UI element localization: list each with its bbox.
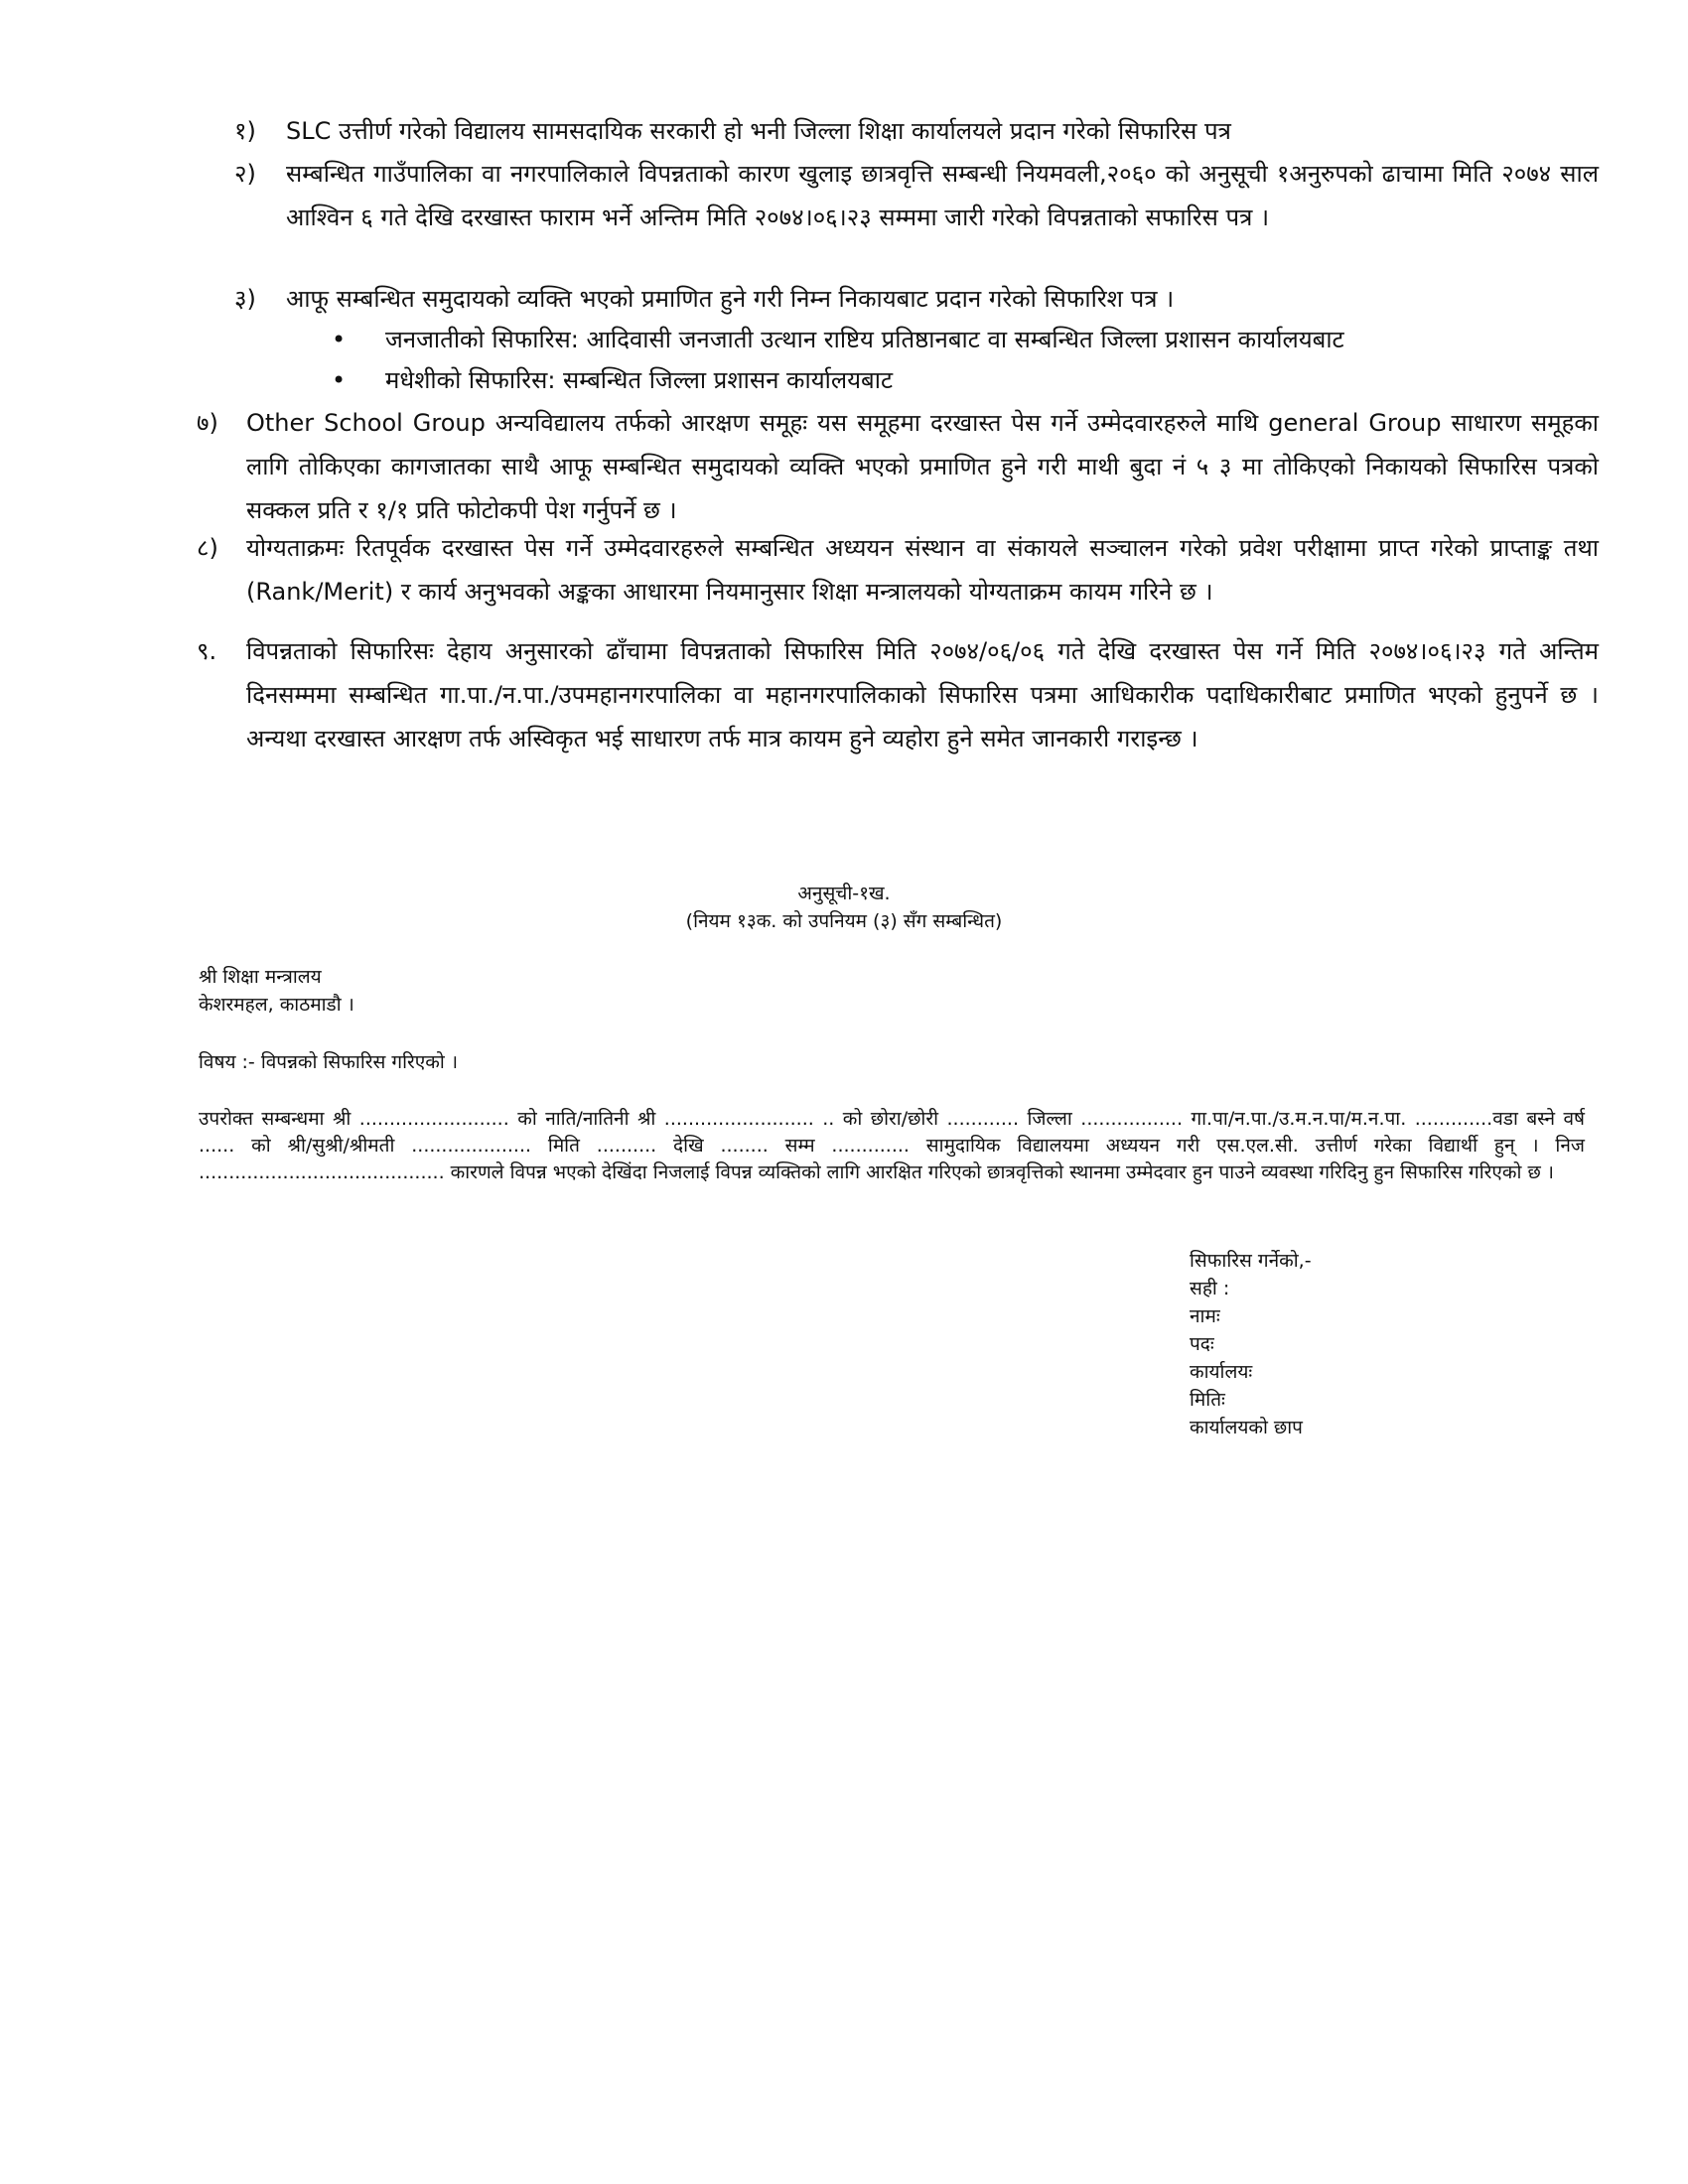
signature-field-date: मितिः	[1190, 1389, 1225, 1411]
annex-title: अनुसूची-१ख.	[797, 883, 891, 904]
sub-item-text: SLC उत्तीर्ण गरेको विद्यालय सामसदायिक सरकारी हो भनी जिल्ला शिक्षा कार्यालयले प्रदान गरेको सिफारिस पत्र	[286, 117, 1231, 145]
item-number: ८)	[197, 534, 218, 562]
item-number: ९.	[197, 637, 217, 665]
signature-field-name: नामः	[1190, 1305, 1220, 1327]
sub-item-3	[0, 277, 1688, 321]
sub-item-number: ३)	[234, 285, 256, 313]
bullet-icon: •	[332, 326, 347, 353]
signature-field-office: कार्यालयः	[1190, 1361, 1253, 1383]
subject-line: विषय :- विपन्नको सिफारिस गरिएको ।	[199, 1051, 459, 1073]
annex-body: उपरोक्त सम्बन्धमा श्री ......................... को नाति/नातिनी श्री ......................... .. को छोरा/छोरी ............ जिल्ला ................. गा.पा/न.पा./उ.म.न.पा/म.न.पा. .............वडा बस्ने वर्ष ...... को श्री/सुश्री/श्रीमती .................... मिति .......... देखि ........ सम्म ............. सामुदायिक विद्यालयमा अध्ययन गरी एस.एल.सी. उत्तीर्ण गरेका विद्यार्थी हुन् । निज ......................................... कारणले विपन्न भएको देखिंदा निजलाई विपन्न व्यक्तिको लागि आरक्षित गरिएको छात्रवृत्तिको स्थानमा उम्मेदवार हुन पाउने व्यवस्था गरिदिनु हुन सिफारिस गरिएको छ ।	[199, 1108, 1585, 1183]
sub-item-text: सम्बन्धित गाउँपालिका वा नगरपालिकाले विपन्नताको कारण खुलाइ छात्रवृत्ति सम्बन्धी नियमवली,२०६० को अनुसूची १अनुरुपको ढाचामा मिति २०७४ साल आश्विन ६ गते देखि दरखास्त फाराम भर्ने अन्तिम मिति २०७४।०६।२३ सम्ममा जारी गरेको विपन्नताको सफारिस पत्र ।	[286, 160, 1599, 231]
sub-item-text: आफू सम्बन्धित समुदायको व्यक्ति भएको प्रमाणित हुने गरी निम्न निकायबाट प्रदान गरेको सिफारिश पत्र ।	[286, 285, 1175, 313]
bullet-item-madheshi	[0, 358, 1688, 402]
bullet-text: मधेशीको सिफारिस: सम्बन्धित जिल्ला प्रशासन कार्यालयबाट	[385, 366, 894, 394]
item-text: योग्यताक्रमः रितपूर्वक दरखास्त पेस गर्ने उम्मेदवारहरुले सम्बन्धित अध्ययन संस्थान वा संकायले सञ्चालन गरेको प्रवेश परीक्षामा प्राप्त गरेको प्राप्ताङ्क तथा (Rank/Merit) र कार्य अनुभवको अङ्कका आधारमा नियमानुसार शिक्षा मन्त्रालयको योग्यताक्रम कायम गरिने छ ।	[246, 534, 1599, 606]
sub-item-number: २)	[234, 160, 256, 188]
signature-field-stamp: कार्यालयको छाप	[1190, 1417, 1303, 1438]
signature-heading: सिफारिस गर्नेको,-	[1190, 1250, 1312, 1272]
signature-field-sign: सही :	[1190, 1278, 1230, 1299]
addressee-line2: केशरमहल, काठमाडौ ।	[199, 994, 354, 1016]
bullet-icon: •	[332, 366, 347, 394]
sub-item-number: १)	[234, 117, 256, 145]
bullet-item-janajati	[0, 318, 1688, 361]
item-9	[0, 629, 1688, 804]
item-8	[0, 526, 1688, 614]
item-text: Other School Group अन्यविद्यालय तर्फको आरक्षण समूहः यस समूहमा दरखास्त पेस गर्ने उम्मेदवारहरुले माथि general Group साधारण समूहका लागि तोकिएका कागजातका साथै आफू सम्बन्धित समुदायको व्यक्ति भएको प्रमाणित हुने गरी माथी बुदा नं ५ ३ मा तोकिएको निकायको सिफारिस पत्रको सक्कल प्रति र १/१ प्रति फोटोकपी पेश गर्नुपर्ने छ ।	[246, 409, 1599, 524]
item-text: विपन्नताको सिफारिसः देहाय अनुसारको ढाँचामा विपन्नताको सिफारिस मिति २०७४/०६/०६ गते देखि दरखास्त पेस गर्ने मिति २०७४।०६।२३ गते अन्तिम दिनसम्ममा सम्बन्धित गा.पा./न.पा./उपमहानगरपालिका वा महानगरपालिकाको सिफारिस पत्रमा आधिकारीक पदाधिकारीबाट प्रमाणित भएको हुनुपर्ने छ । अन्यथा दरखास्त आरक्षण तर्फ अस्विकृत भई साधारण तर्फ मात्र कायम हुने व्यहोरा हुने समेत जानकारी गराइन्छ ।	[246, 637, 1599, 752]
sub-item-2	[0, 152, 1688, 283]
annex-subtitle: (नियम १३क. को उपनियम (३) सँग सम्बन्धित)	[685, 910, 1003, 932]
sub-item-1	[0, 109, 1688, 153]
item-number: ७)	[197, 409, 218, 437]
signature-field-post: पदः	[1190, 1333, 1214, 1355]
bullet-text: जनजातीको सिफारिस: आदिवासी जनजाती उत्थान राष्टिय प्रतिष्ठानबाट वा सम्बन्धित जिल्ला प्रशासन कार्यालयबाट	[385, 326, 1344, 353]
addressee-line1: श्री शिक्षा मन्त्रालय	[199, 966, 322, 988]
item-7	[0, 401, 1688, 532]
